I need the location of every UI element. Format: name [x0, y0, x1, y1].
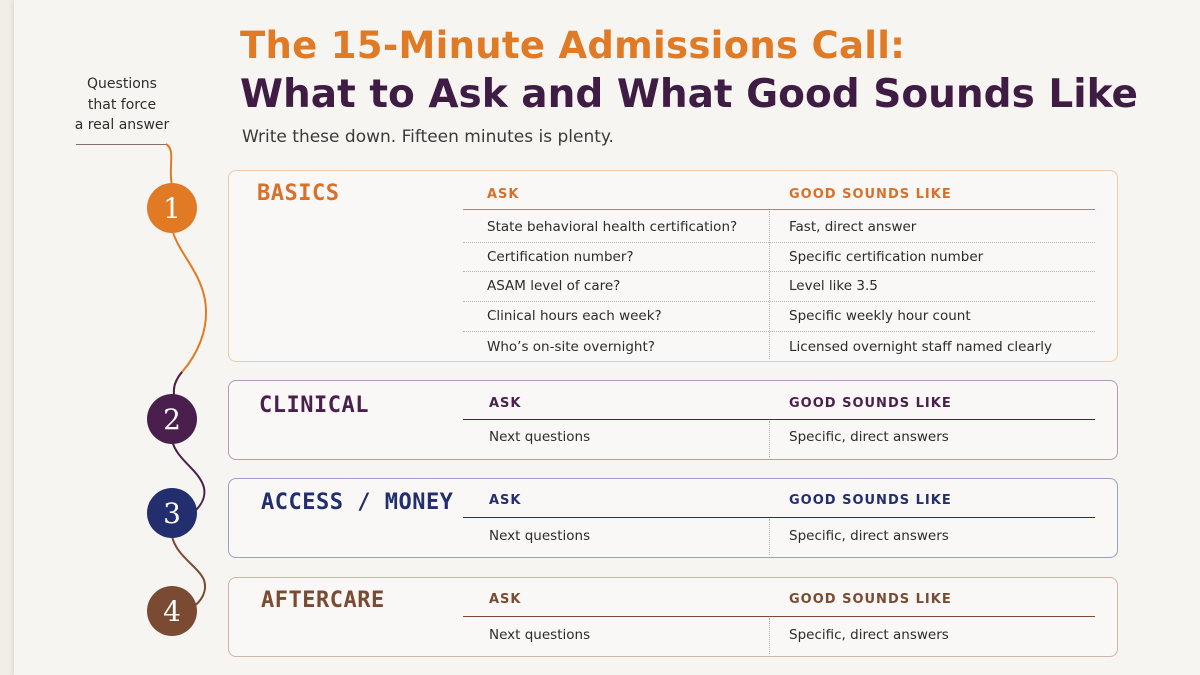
column-divider	[769, 211, 770, 359]
good-cell: Specific certification number	[789, 249, 984, 265]
header-rule	[463, 616, 1095, 617]
ask-column-header: ASK	[487, 187, 520, 202]
good-column-header: GOOD SOUNDS LIKE	[789, 493, 952, 508]
good-column-header: GOOD SOUNDS LIKE	[789, 592, 952, 607]
step-marker-2: 2	[147, 394, 197, 444]
page-title-line-1: The 15-Minute Admissions Call:	[240, 24, 906, 67]
ask-cell: State behavioral health certification?	[487, 219, 738, 235]
column-divider	[769, 618, 770, 654]
section-title: CLINICAL	[259, 393, 369, 418]
section-clinical-panel	[228, 380, 1118, 460]
ask-cell: Next questions	[489, 429, 591, 445]
good-column-header: GOOD SOUNDS LIKE	[789, 187, 952, 202]
step-marker-1: 1	[147, 183, 197, 233]
section-access-money-panel	[228, 478, 1118, 558]
row-divider	[463, 271, 1095, 272]
good-cell: Licensed overnight staff named clearly	[789, 339, 1053, 355]
ask-cell: Who’s on-site overnight?	[487, 339, 655, 355]
step-connector-path	[0, 0, 240, 675]
side-note-line: a real answer	[74, 117, 170, 133]
page-subtitle: Write these down. Fifteen minutes is plenty.	[242, 127, 614, 147]
side-note-line: that force	[87, 96, 157, 113]
side-note-line: Questions	[87, 76, 157, 92]
good-column-header: GOOD SOUNDS LIKE	[789, 396, 952, 411]
ask-column-header: ASK	[489, 493, 522, 508]
good-cell: Specific, direct answers	[789, 429, 949, 445]
ask-cell: Next questions	[489, 627, 591, 643]
ask-cell: Next questions	[489, 528, 591, 544]
section-title: AFTERCARE	[261, 588, 385, 613]
section-title: BASICS	[257, 181, 340, 206]
column-divider	[769, 519, 770, 555]
row-divider	[463, 301, 1095, 302]
good-cell: Specific, direct answers	[789, 627, 949, 643]
good-cell: Level like 3.5	[789, 278, 878, 294]
row-divider	[463, 242, 1095, 243]
ask-cell: Certification number?	[487, 249, 634, 265]
good-cell: Fast, direct answer	[789, 219, 917, 235]
section-basics-panel	[228, 170, 1118, 362]
good-cell: Specific, direct answers	[789, 528, 949, 544]
ask-column-header: ASK	[489, 592, 522, 607]
good-cell: Specific weekly hour count	[789, 308, 971, 324]
header-rule	[463, 517, 1095, 518]
section-title: ACCESS / MONEY	[261, 490, 454, 515]
header-rule	[463, 209, 1095, 210]
ask-cell: Clinical hours each week?	[487, 308, 662, 324]
page-title-line-2: What to Ask and What Good Sounds Like	[240, 72, 1138, 117]
column-divider	[769, 421, 770, 457]
step-marker-3: 3	[147, 488, 197, 538]
ask-cell: ASAM level of care?	[487, 278, 621, 294]
ask-column-header: ASK	[489, 396, 522, 411]
header-rule	[463, 419, 1095, 420]
section-aftercare-panel	[228, 577, 1118, 657]
step-marker-4: 4	[147, 586, 197, 636]
row-divider	[463, 331, 1095, 332]
